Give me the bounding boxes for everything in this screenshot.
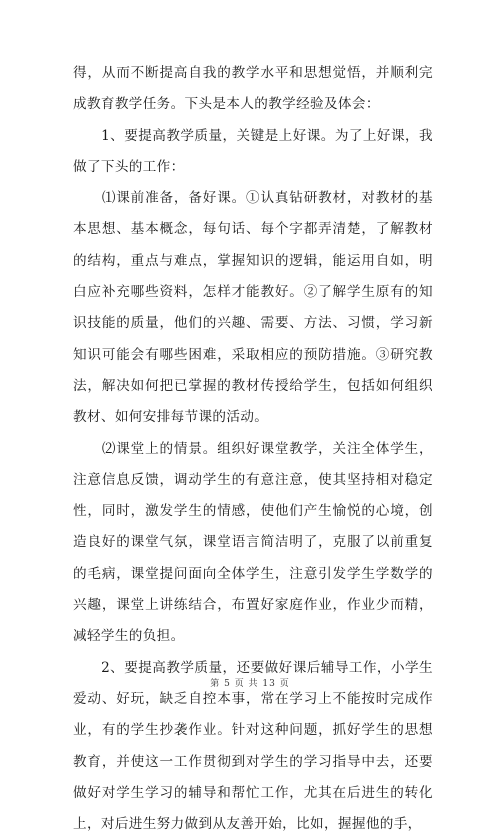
document-body <box>73 58 433 840</box>
paragraph-continuation: 得，从而不断提高自我的教学水平和思想觉悟，并顺利完成教育教学任务。下头是本人的教学经验及体会： <box>73 65 433 113</box>
paragraph-point-1: 1、要提高教学质量，关键是上好课。为了上好课，我做了下头的工作： <box>73 127 433 175</box>
paragraph-classroom-situation: ⑵课堂上的情景。组织好课堂教学，关注全体学生，注意信息反馈，调动学生的有意注意，使其坚持相对稳定性，同时，激发学生的情感，使他们产生愉悦的心境，创造良好的课堂气氛，课堂语言简洁明了，克服了以前重复的毛病，课堂提问面向全体学生，注意引发学生学数学的兴趣，课堂上讲练结合，布置好家庭作业，作业少而精，减轻学生的负担。 <box>73 440 433 645</box>
page-number-footer: 第 5 页 共 13 页 <box>210 679 290 689</box>
paragraph-lesson-preparation: ⑴课前准备，备好课。①认真钻研教材，对教材的基本思想、基本概念，每句话、每个字都弄清楚，了解教材的结构，重点与难点，掌握知识的逻辑，能运用自如，明白应补充哪些资料，怎样才能教好。②了解学生原有的知识技能的质量，他们的兴趣、需要、方法、习惯，学习新知识可能会有哪些困难，采取相应的预防措施。③研究教法，解决如何把已掌握的教材传授给学生，包括如何组织教材、如何安排每节课的活动。 <box>73 190 433 426</box>
paragraph-point-2: 2、要提高教学质量，还要做好课后辅导工作，小学生爱动、好玩，缺乏自控本事，常在学习上不能按时完成作业，有的学生抄袭作业。针对这种问题，抓好学生的思想教育，并使这一工作贯彻到对学生的学习指导中去，还要做好对学生学习的辅导和帮忙工作，尤其在后进生的转化上，对后进生努力做到从友善开始，比如，握握他的手， <box>73 659 433 833</box>
